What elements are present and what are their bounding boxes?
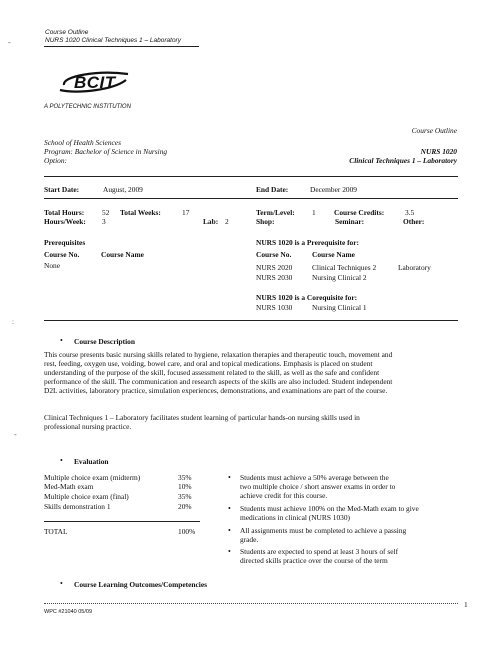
term-level-label: Term/Level: <box>256 208 295 217</box>
bullet-icon: • <box>60 336 63 345</box>
margin-mark: - <box>14 430 17 439</box>
start-date-value: August, 2009 <box>103 185 143 194</box>
seminar-label: Seminar: <box>335 217 365 226</box>
bullet-icon: • <box>60 579 63 588</box>
total-hours-label: Total Hours: <box>44 208 85 217</box>
bcit-logo <box>58 68 130 98</box>
bullet-icon: • <box>228 504 231 513</box>
prereq-for-col-course-name: Course Name <box>312 250 355 259</box>
description-line: understanding of the purpose of the skill, focused assessment related to the skill, as well as the safe and confident <box>44 368 380 377</box>
section-rule <box>44 320 458 321</box>
hours-week-label: Hours/Week: <box>44 217 86 226</box>
eval-note-line: achieve credit for this course. <box>240 491 328 500</box>
eval-note-line: grade. <box>240 535 259 544</box>
doc-type: Course Outline <box>411 126 457 135</box>
end-date-label: End Date: <box>256 185 289 194</box>
coreq-heading: NURS 1020 is a Corequisite for: <box>256 293 358 302</box>
lab-value: 2 <box>225 217 229 226</box>
eval-item-label: Skills demonstration 1 <box>44 502 111 511</box>
course-title: Clinical Techniques 1 – Laboratory <box>349 156 457 165</box>
margin-mark: : <box>12 318 14 326</box>
footer-code: WPC #21040 05/09 <box>44 609 93 615</box>
description-heading: Course Description <box>74 337 135 346</box>
total-weeks-label: Total Weeks: <box>120 208 161 217</box>
description-line: rest, feeding, oxygen use, voiding, bowel care, and oral and topical medications. Emphasis is placed on student <box>44 359 373 368</box>
info-rule <box>44 198 458 199</box>
total-weeks-value: 17 <box>182 208 190 217</box>
bullet-icon: • <box>228 547 231 556</box>
coreq-course-no: NURS 1030 <box>256 303 293 312</box>
evaluation-heading: Evaluation <box>74 457 109 466</box>
bullet-icon: • <box>228 526 231 535</box>
program-name: Program: Bachelor of Science in Nursing <box>44 147 168 156</box>
course-code: NURS 1020 <box>420 147 457 156</box>
shop-label: Shop: <box>256 217 275 226</box>
eval-note-line: All assignments must be completed to achieve a passing <box>240 526 407 535</box>
eval-item-label: Multiple choice exam (midterm) <box>44 473 141 482</box>
footer-rule <box>44 603 458 604</box>
prereq-col-course-name: Course Name <box>101 250 144 259</box>
term-level-value: 1 <box>312 208 316 217</box>
lab-label: Lab: <box>203 217 219 226</box>
hours-week-value: 3 <box>102 217 106 226</box>
prereq-for-col-course-no: Course No. <box>256 250 292 259</box>
title-rule <box>44 176 458 177</box>
eval-item-label: Med-Math exam <box>44 482 94 491</box>
course-credits-value: 3.5 <box>405 208 415 217</box>
description-line: performance of the skill. The communication and research aspects of the skills are also included. Student independent <box>44 377 393 386</box>
option-label: Option: <box>44 156 67 165</box>
header-course-title: NURS 1020 Clinical Techniques 1 – Laboratory <box>45 37 181 44</box>
prereq-for-row-name: Clinical Techniques 2 <box>312 263 377 272</box>
eval-item-pct: 35% <box>178 473 192 482</box>
outcomes-heading: Course Learning Outcomes/Competencies <box>74 580 208 589</box>
description-line: Clinical Techniques 1 – Laboratory facilitates student learning of particular hands-on nursing skills used in <box>44 413 360 422</box>
total-hours-value: 52 <box>102 208 110 217</box>
eval-note-line: directed skills practice over the course of the term <box>240 556 388 565</box>
course-credits-label: Course Credits: <box>334 208 385 217</box>
header-course-outline: Course Outline <box>45 29 89 36</box>
prereq-for-row-extra: Laboratory <box>398 263 431 272</box>
eval-total-label: TOTAL <box>44 527 68 536</box>
description-line: This course presents basic nursing skills related to hygiene, relaxation therapies and therapeutic touch, movement and <box>44 350 393 359</box>
page-number: 1 <box>464 600 468 609</box>
end-date-value: December 2009 <box>310 185 357 194</box>
eval-note-line: medications in clinical (NURS 1030) <box>240 513 351 522</box>
bullet-icon: • <box>60 456 63 465</box>
coreq-course-name: Nursing Clinical 1 <box>312 303 367 312</box>
start-date-label: Start Date: <box>44 185 80 194</box>
description-paragraph-2 <box>44 413 464 431</box>
eval-total-pct: 100% <box>178 527 196 536</box>
eval-note-line: Students must achieve 100% on the Med-Math exam to give <box>240 504 419 513</box>
bcit-wordmark: BCIT <box>74 73 116 92</box>
header-rule <box>44 46 199 47</box>
prereq-for-row-name: Nursing Clinical 2 <box>312 273 367 282</box>
margin-mark: - <box>8 38 11 47</box>
prereq-none: None <box>44 261 61 270</box>
eval-note-line: Students must achieve a 50% average between the <box>240 473 389 482</box>
eval-item-pct: 10% <box>178 482 192 491</box>
logo-tagline: A POLYTECHNIC INSTITUTION <box>44 104 131 110</box>
eval-item-label: Multiple choice exam (final) <box>44 492 129 501</box>
description-paragraph <box>44 350 464 395</box>
prereq-for-row-no: NURS 2030 <box>256 273 293 282</box>
prereq-col-course-no: Course No. <box>44 250 80 259</box>
eval-note-line: Students are expected to spend at least 3 hours of self <box>240 547 399 556</box>
school-name: School of Health Sciences <box>44 138 121 147</box>
eval-item-pct: 35% <box>178 492 192 501</box>
prereq-for-heading: NURS 1020 is a Prerequisite for: <box>256 238 359 247</box>
eval-item-pct: 20% <box>178 502 192 511</box>
description-line: D2L activities, laboratory practice, simulation experiences, demonstrations, and examinations are part of the course. <box>44 386 388 395</box>
eval-note-line: two multiple choice / short answer exams in order to <box>240 482 396 491</box>
bullet-icon: • <box>228 473 231 482</box>
description-line: professional nursing practice. <box>44 422 132 431</box>
prerequisites-heading: Prerequisites <box>44 238 86 247</box>
eval-total-rule <box>44 521 200 522</box>
other-label: Other: <box>403 217 425 226</box>
prereq-for-row-no: NURS 2020 <box>256 263 293 272</box>
